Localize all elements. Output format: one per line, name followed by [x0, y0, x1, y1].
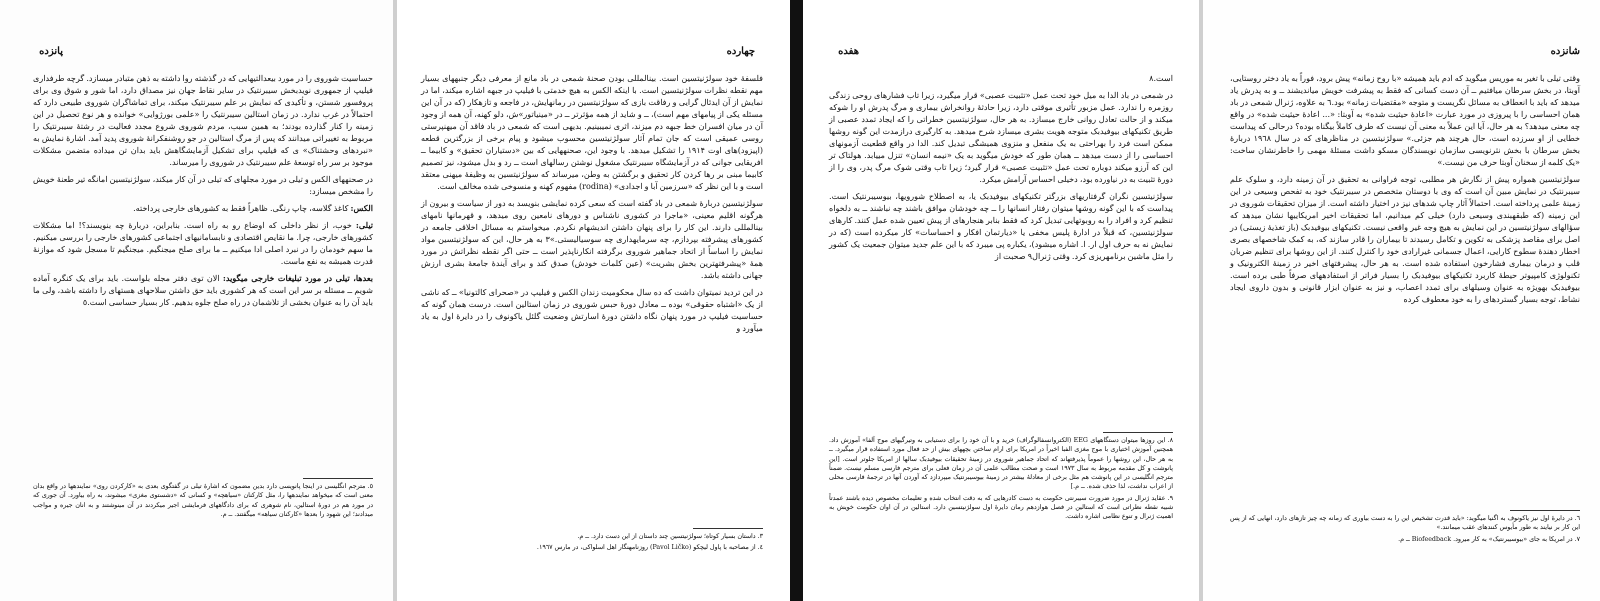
paragraph: سولژنیتسین همواره پیش از نگارش هر مطلبی، توجه فراوانی به تحقیق در آن زمینه دارد، و سلوک علم سیبرنتیک در نمایش مبین آن است که وی با دوستان متخصص در سیبرنتیک خود به تفحص وسیعی در این زمینهٔ علمی پرداخته است. احتمالاً آثار چاپ شدهای نیز در اختیار داشته است. از میزان تحقیقات شوروی در این زمینه (که طبقهبندی وسیعی دارد) خیلی کم میدانیم، اما تحقیقات اخیر امریکاییها نشان میدهد که سؤالهای سولژنیتسین در این نمایش به هیچ وجه غیر واقعی نیست. تکنیکهای بیوفیدبک (باز تغذیهٔ زیستی) در اصل برای مقاصد پزشکی به تکوین و تکامل رسیدند تا بیماران را قادر سازند که، به کمک شاخصهای بصری اخطار دهندهٔ سطوح کارایی، اعمال جسمانی غیرارادی خود را کنترل کنند. از این روشها برای تنظیم ضربان قلب و درمان بیماری فشارخون استفاده شده است. به هر حال، پیشرفتهای اخیر در زمینهٔ الکترونیک و تکنولوژی کامپیوتر حیطهٔ کاربرد تکنیکهای بیوفیدبک را بسیار فراتر از استفادههای صرفاً طبی برده است. بیوفیدبک بهویژه به عنوان وسیلهای برای تمدد اعصاب، و نیز به عنوان ابزار قانونی و بدون داروی ایجاد نشاط، توجه بسیار گستردهای را به خود معطوف کرده: [1230, 174, 1580, 304]
footnotes: [1230, 510, 1580, 546]
footnote: ٧. در امریکا به جای «بیوسیبرنتیک» به کار میرود. Biofeedback ــ م.: [1398, 535, 1580, 543]
speaker-label: الکس:: [350, 203, 373, 213]
dialogue-line: [33, 219, 373, 267]
footnote-rule: [693, 528, 763, 529]
dialogue-text: الان توی دفتر مجله بلواست. باید برای یک کنگره آماده شویم ــ مسئله بر سر این است که هر کشوری باید حق داشتن سلاحهای هستهای را داشته باشد، ولی ما باید آن را به عنوان بخشی از تلاشمان در راه صلح جلوه بدهیم. کار بسیار حساسی است.٥: [33, 273, 373, 307]
footnote: ٥. مترجم انگلیسی در اینجا پانویسی دارد بدین مضمون که اشارهٔ تیلی در گفتگوی بعدی به «کارکردن روی» نمایندهها در واقع بدان معنی است که میخواهد نمایندهها را، مثل کارکنان «سیاهچه» و کسانی که «دشستوی مغزی» میشوند، به راه بیاورد. آن جوری که در مورد هم در دورهٔ استالین، نام شوهری که برای دادگاههای فرمایشی اجیر میکردند در آن مینوشتند و به انان جیره و مواجب میدادند؛ این شهود را بعدها «کارکنان سیاهه» میگفتند. ــ م.: [33, 483, 373, 518]
paragraph: در شمعی در باد الدا به میل خود تحت عمل «تثبیت عصبی» قرار میگیرد، زیرا تاب فشارهای روحی زندگی روزمره را ندارد. عمل مزبور تأثیری موقتی دارد، زیرا حادثهٔ روانخراش بیماری و مرگ پدرش او را شوکه میکند و از حالت تعادل روانی خارج میسازد. به هر حال، سولژنیتسین خطراتی را که ایجاد تمدد عصبی از طریق تکنیکهای بیوفیدبک متوجه هویت بشری میسازد شرح میدهد. به کارگیری درازمدت این گونه روشها ممکن است فرد را بهراحتی به یک منفعل و منزوی همیشگی تبدیل کند. الدا در واقع قطعیت آزمونهای احساسی را از دست میدهد ــ همان طور که خودش میگوید به یک «نیمه انسان» تنزل مییابد. هولتاک تر این که آرزو میکند دوباره تحت عمل «تثبیت عصبی» قرار گیرد؛ زیرا تاب وقتی شوک مرگ پدر، وی را از دورهٔ تثبیت به در نیاورده بود، دخیلی احساس آرامش میکرد.: [829, 90, 1173, 184]
footnote: ۳. داستان بسیار کوتاه؛ سولژنیتسین چند داستان از این دست دارد. ــ م.: [577, 533, 763, 540]
page-17: [803, 0, 1199, 601]
page-number: هفده: [838, 46, 859, 57]
page-body: [829, 72, 1173, 267]
page-16: [1203, 0, 1600, 601]
footnote-rule: [303, 478, 373, 479]
dialogue-text: کاغذ گلاسه، چاپ رنگی. ظاهراً فقط به کشورهای خارجی پرداخته.: [133, 203, 349, 213]
page-number: شانزده: [1550, 46, 1580, 57]
footnotes: [33, 478, 373, 521]
paragraph: در صحنههای الکس و تیلی در مورد مجلهای که تیلی در آن کار میکند، سولژنیتسین امانگه تیر طعنهٔ خویش را مشخص میسازد:: [33, 174, 373, 196]
paragraph: سولژنیتسین دربارهٔ شمعی در باد گفته است که سعی کرده نمایشی بنویسد به دور از سیاست و بیرون از هرگونه اقلیم معینی، «ماجرا در کشوری ناشناس و دورهای نامعین روی میدهد، و قهرمانها نامهای بینالمللی دارند. این کار را برای پنهان داشتن اندیشهام نکردم. میخواستم به مسائل اخلاقی جامعه در کشورهای پیشرفته بپردازم، چه سرمایهداری چه سوسیالیستی.»۳ به هر حال، این که سولژنیتسین مواد نمایش را اساساً از اتحاد جماهیر شوروی برگرفته انکارناپذیر است ــ حتی اگر نقطه نظراتش در مورد همهٔ «پیشرفتهترین بخش بشریت» (عین کلمات خودش) صدق کند و برای آیندهٔ جامعهٔ بشری ارزش جهانی داشته باشد.: [421, 198, 763, 280]
footnote: ٨. این روزها میتوان دستگاههای EEG (الکتروانسفالوگراف) خرید و با آن خود را برای دستیابی به وتیرگیهای موج آلفا» آموزش داد. همچنین آموزش اختیاری با موج مغزی الفبا اخیراً در امریکا برای ارام ساختن بچههای بیش از حد فعال مورد استفاده قرار میگیرد. ــ به هر حال، این روشها را عموماً پذیرفتهاند که اتحاد جماهیر شوروی در زمینهٔ تحقیقات بیوفیدبک سالها از امریکا جلوتر است. [این پانوشت و کل مقدمه مربوط به سال ۱۹۷۳ است و صحت مطالب علمی آن در زمان فعلی برای مترجم فارسی مسلم نیست. ضمناً مترجم انگلیسی در این پانوشت هم مثل برخی از معادلهٔ بیشتر در زمینهٔ بیوسیبرنتیک میپردازد که آوردن آنها در ترجمهٔ فارسی محلی از اعراب نداشت، لذا حذف شده. ــ م.]: [829, 437, 1173, 491]
page-body: [33, 72, 373, 313]
footnote: ٦. در دایرهٔ اول نیز یاکونوف به اگنیا میگوید: «باید قدرت تشخیص این را به دست بیاوری که زمانه چه چیز تازهای دارد، انهایی که از پس این کار بر نیایند به طور مأیوس کنندهای عقب میمانند.»: [1230, 515, 1580, 532]
dialogue-text: خوب، از نظر داخلی که اوضاع رو به راه است. بنابراین، دربارهٔ چه بنویسند؟! اما مشکلات کشورهای خارجی، چرا. ما نقایص اقتصادی و نابسامانیهای اجتماعی کشورهای خارجی را بررسی میکنیم. ما سهم خودمان را در نبرد اصلی ادا میکنیم ــ ما برای صلح میجنگیم. میجنگیم تا مسجل شود که موازنهٔ قدرت همیشه به نفع ماست.: [33, 220, 373, 266]
dialogue-line: [33, 202, 373, 214]
page-body: [421, 72, 763, 339]
page-body: [1230, 72, 1580, 310]
footnote-rule: [1510, 510, 1580, 511]
dialogue-line: [33, 272, 373, 308]
book-spine: [790, 0, 803, 601]
page-number: چهارده: [726, 46, 755, 57]
paragraph: در این تردید نمیتوان داشت که ده سال محکومیت زندان الکس و فیلیپ در «صحرای کالتونیا» ــ که ناشی از یک «اشتباه حقوقی» بوده ــ معادل دورهٔ حبس شوروی در زمان استالین است. درست همان گونه که حساسیت فیلیپ در مورد پنهان نگاه داشتن دورهٔ اسارتش وضعیت گلئل یاکونوف را در دایرهٔ اول به یاد میآورد و: [421, 287, 763, 333]
speaker-label: بعدها، تیلی در مورد تبلیغات خارجی میگوید:: [222, 273, 373, 283]
footnote-rule: [1103, 432, 1173, 433]
paragraph: وقتی تیلی با تغیر به موریس میگوید که ادم باید همیشه «با روح زمانه» پیش برود، فوراً به یاد دختر روستایی، آوبتا، در بخش سرطان میافتیم ــ آن دست کسانی که فقط به پیشرفت خویش میاندیشند ــ و به پدرش یاد میدهد که باید با انعطاف به مسائل نگریست و متوجه «مقتضیات زمانه» بود.٦ به علاوه، ژنرال شمعی در باد همان احساسی را با پیروزی در مورد عبارت «اعادهٔ حیثیت شده» به آوبتا: «... اعادهٔ حیثیت شده» در واقع چه معنی میدهد؟ به هر حال، آیا این عملاً به معنی آن نیست که طرف کاملاً بیگناه بوده؟ درحالی که پیداست خطایی از او سرزده است، حال هرچند هم جزئی.» سولژنیتسین در مناظرهای که در سال ۱۹٦۸ دربارهٔ بخش سرطان با بخش نثرنویسی سازمان نویسندگان مسکو داشت مسئلهٔ مهمی را خاطرنشان ساخت: «یک کلمه از سخنان آوبتا حرف من نیست.»: [1230, 73, 1581, 167]
paragraph: است.٨: [1149, 73, 1173, 83]
page-15: [0, 0, 393, 601]
page-number: پانزده: [39, 46, 63, 57]
footnotes: [421, 528, 763, 555]
paragraph: حساسیت شوروی را در مورد بیعدالتیهایی که در گذشته روا داشته به ذهن متبادر میسازد. گرچه طرفداری فیلیپ از جمهوری نویدبخش سیبرنتیک در سایر نقاط جهان نیز مصداق دارد، اما شور و شوق وی برای پروفسور شستن، و تأکیدی که نمایش بر علم سیبرنتیک میکند، برای تماشاگران شوروی طبیعی دارد که احتمالاً در غرب ندارد. در زمان استالین سیبرنتیک را «علمی بورژوایی» خوانده و هر نوع تحصیل در این زمینه را کنار گذارده بودند؛ به همین سبب، مردم شوروی شروع مجدد فعالیت در رشتهٔ سیبرنتیک را مربوط به تغییراتی میدانند که پس از مرگ استالین در جو روشنفکرانهٔ شوروی پدید آمد. اشارهٔ نمایش به «نبردهای وحشتناک» ی که فیلیپ برای تشکیل آزمایشگاهش باید بدان تن میداده متضمن مشکلات موجود بر سر راه توسعهٔ علم سیبرنتیک در شوروی را میرساند.: [33, 73, 373, 167]
footnote: ٤. از مصاحبه با پاول لیچکو (Pavol Ličko) روزنامهنگار اهل اسلواکی، در مارس ۱۹٦۷.: [536, 544, 763, 552]
speaker-label: تیلی:: [355, 220, 374, 230]
paragraph: سولژنیتسین نگران گرفتاریهای بزرگتر تکنیکهای بیوفیدبک یا، به اصطلاح شورویها، بیوسیبرنتیک است. پیداست که با این گونه روشها میتوان رفتار انسانها را ــ چه خودشان موافق باشند چه نباشند ــ به دلخواه تنظیم کرد و افراد را به روبوتهایی تبدیل کرد که فقط بنابر هنجارهای از پیش تعیین شده عمل کنند. کارهای سولژنیتسین، که قبلاً در ادارهٔ پلیس مخفی یا «دیارتمان افکار و احساسات» کار میکرده است (که در نمایش نه به حرف اول ار. ا. اشاره میشود)، یکباره پی میبرد که با این علم جدید میتوان جمعیت یک کشور را مثل ماشین برنامهریزی کرد. وقتی ژنرال٩ صحبت از: [829, 191, 1173, 261]
footnote: ٩. عقاید ژنرال در مورد ضرورت سیبرنتی حکومت به دست کادرهایی که به دقت انتخاب شده و تعلیمات مخصوص دیده باشند عمدتاً شبیه نقطه نظراتی است که استالین در فصل هوازدهم رمان دایرهٔ اول سولژنیتسین دارد. استالین در آن اوان حکومت خویش به اهمیت ژنرال و تنوع نظامی اشاره داشت.: [829, 494, 1173, 521]
paragraph: فلسفهٔ خود سولژنیتسین است. بینالمللی بودن صحنهٔ شمعی در باد مانع از معرفی دیگر جنبههای بسیار مهم نقطه نظرات سولژنیتسین است. با اینکه الکس به هیچ خدمتی با فیلیپ در جبهه اشاره میکند، اما در نمایش از آن ایدئال گرایی و رفاقت بازی که سولژنیتسین در رمانهایش، در فاجعه و تازهکار (که در آن این مسئله یکی از پیامهای مهم است)، ــ و شاید از همه مؤثرتر ــ در «مینیاتور»ش، دلو کهنه، آن همه از وجود آن در میان افسران خط جبهه دم میزند، اثری نمیبینیم. بدیهی است که شمعی در باد فاقد آن میهنپرستی روسی عمیقی است که جان تمام آثار سولژنیتسین محسوب میشود و پیام برخی از بزرگترین قطعه (اپیزود)های اوت ۱۹۱۴ را تشکیل میدهد. با وجود این، صحنههایی که بین «دستیاران تحقیق» و کابیما ــ افریقایی جوانی که در آزمایشگاه سیبرنتیک مشغول نوشتن رسالهای است ــ رد و بدل میشود، نیز تصمیم کابیما مبنی بر رها کردن کار تحقیق و برگشتن به وطن، میرساند که سولژنیتسین به وظیفهٔ میهنی معتقد است و با این نظر که «سرزمین آبا و اجدادی» (rodina) مفهوم کهنه و منسوخی شده مخالف است.: [421, 73, 764, 191]
footnotes: [829, 432, 1173, 524]
page-14: [397, 0, 790, 601]
